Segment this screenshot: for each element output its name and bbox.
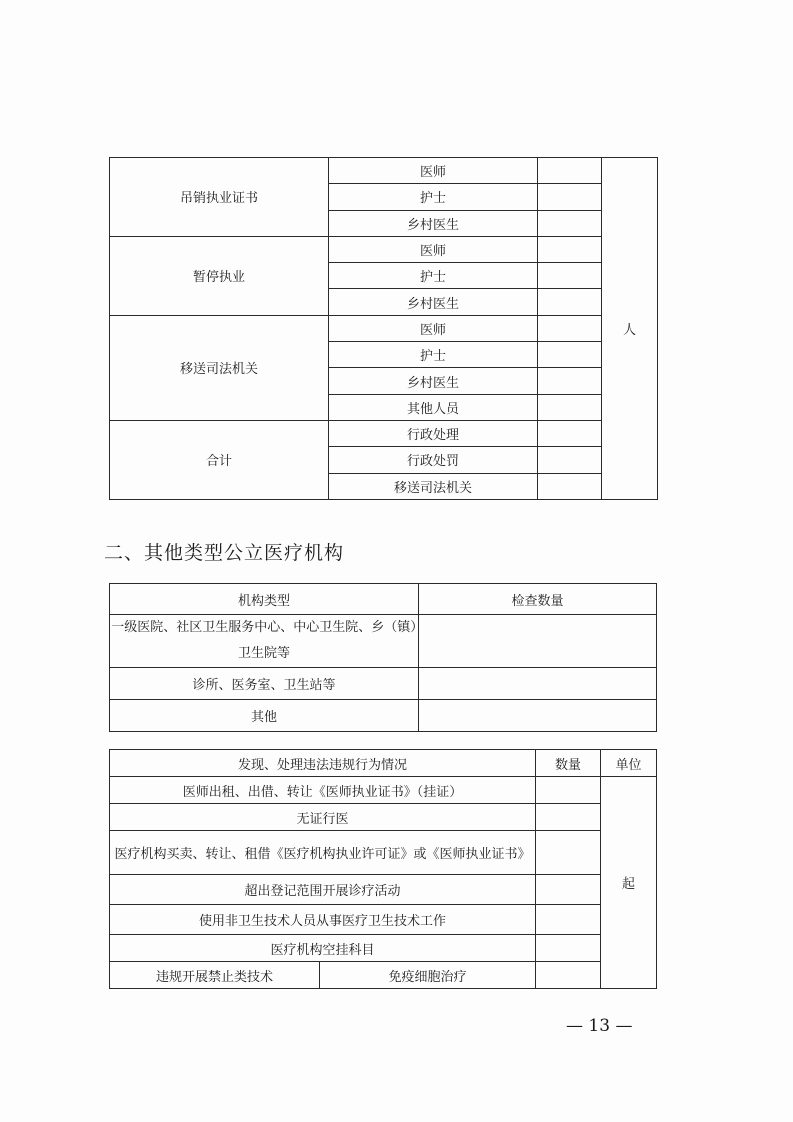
violation-subcell: 免疫细胞治疗 bbox=[320, 962, 536, 989]
column-header: 发现、处理违法违规行为情况 bbox=[110, 750, 536, 777]
item-cell: 护士 bbox=[329, 263, 538, 289]
value-cell bbox=[538, 368, 602, 394]
value-cell bbox=[536, 875, 601, 905]
category-cell: 暂停执业 bbox=[110, 236, 329, 315]
table-row bbox=[110, 668, 657, 700]
value-cell bbox=[538, 289, 602, 315]
unit-cell: 人 bbox=[602, 158, 658, 500]
category-cell: 移送司法机关 bbox=[110, 315, 329, 420]
value-cell bbox=[536, 831, 601, 875]
value-cell bbox=[538, 420, 602, 446]
item-cell: 乡村医生 bbox=[329, 210, 538, 236]
item-cell: 护士 bbox=[329, 184, 538, 210]
violation-table bbox=[109, 749, 657, 989]
column-header: 机构类型 bbox=[110, 584, 419, 615]
type-cell: 一级医院、社区卫生服务中心、中心卫生院、乡（镇）卫生院等 bbox=[110, 615, 419, 668]
category-cell: 吊销执业证书 bbox=[110, 158, 329, 237]
item-cell: 医师 bbox=[329, 315, 538, 341]
item-cell: 医师 bbox=[329, 236, 538, 262]
unit-cell: 起 bbox=[601, 777, 657, 989]
value-cell bbox=[536, 905, 601, 935]
value-cell bbox=[538, 263, 602, 289]
item-cell: 行政处理 bbox=[329, 420, 538, 446]
item-cell: 护士 bbox=[329, 342, 538, 368]
value-cell bbox=[538, 473, 602, 499]
violation-cell: 医疗机构空挂科目 bbox=[110, 935, 536, 962]
violation-cell: 无证行医 bbox=[110, 804, 536, 831]
item-cell: 乡村医生 bbox=[329, 289, 538, 315]
table-row bbox=[110, 158, 658, 184]
table-row bbox=[110, 905, 657, 935]
category-cell: 合计 bbox=[110, 420, 329, 499]
item-cell: 行政处罚 bbox=[329, 447, 538, 473]
item-cell: 医师 bbox=[329, 158, 538, 184]
value-cell bbox=[536, 935, 601, 962]
item-cell: 乡村医生 bbox=[329, 368, 538, 394]
table-row bbox=[110, 236, 658, 262]
column-header: 检查数量 bbox=[419, 584, 657, 615]
table-row bbox=[110, 420, 658, 446]
column-header: 数量 bbox=[536, 750, 601, 777]
violation-cell: 医师出租、出借、转让《医师执业证书》（挂证） bbox=[110, 777, 536, 804]
value-cell bbox=[538, 184, 602, 210]
table-row bbox=[110, 962, 657, 989]
violation-cell: 使用非卫生技术人员从事医疗卫生技术工作 bbox=[110, 905, 536, 935]
value-cell bbox=[538, 236, 602, 262]
table-row bbox=[110, 777, 657, 804]
page-number: — 13 — bbox=[566, 1016, 633, 1036]
column-header: 单位 bbox=[601, 750, 657, 777]
violation-cell: 医疗机构买卖、转让、租借《医疗机构执业许可证》或《医师执业证书》 bbox=[110, 831, 536, 875]
value-cell bbox=[419, 615, 657, 668]
item-cell: 移送司法机关 bbox=[329, 473, 538, 499]
table-row bbox=[110, 615, 657, 668]
table-header-row bbox=[110, 750, 657, 777]
violation-cell: 超出登记范围开展诊疗活动 bbox=[110, 875, 536, 905]
value-cell bbox=[538, 158, 602, 184]
value-cell bbox=[538, 447, 602, 473]
table-row bbox=[110, 875, 657, 905]
table-row bbox=[110, 315, 658, 341]
violation-cell: 违规开展禁止类技术 bbox=[110, 962, 320, 989]
value-cell bbox=[538, 315, 602, 341]
penalty-table bbox=[109, 157, 658, 500]
table-row bbox=[110, 804, 657, 831]
table-row bbox=[110, 935, 657, 962]
value-cell bbox=[536, 962, 601, 989]
value-cell bbox=[538, 342, 602, 368]
section-heading: 二、其他类型公立医疗机构 bbox=[104, 542, 345, 564]
table-header-row bbox=[110, 584, 657, 615]
table-row bbox=[110, 831, 657, 875]
table-row bbox=[110, 700, 657, 732]
value-cell bbox=[419, 700, 657, 732]
value-cell bbox=[536, 804, 601, 831]
value-cell bbox=[419, 668, 657, 700]
item-cell: 其他人员 bbox=[329, 394, 538, 420]
value-cell bbox=[538, 394, 602, 420]
institution-table bbox=[109, 583, 657, 732]
value-cell bbox=[538, 210, 602, 236]
type-cell: 诊所、医务室、卫生站等 bbox=[110, 668, 419, 700]
type-cell: 其他 bbox=[110, 700, 419, 732]
value-cell bbox=[536, 777, 601, 804]
